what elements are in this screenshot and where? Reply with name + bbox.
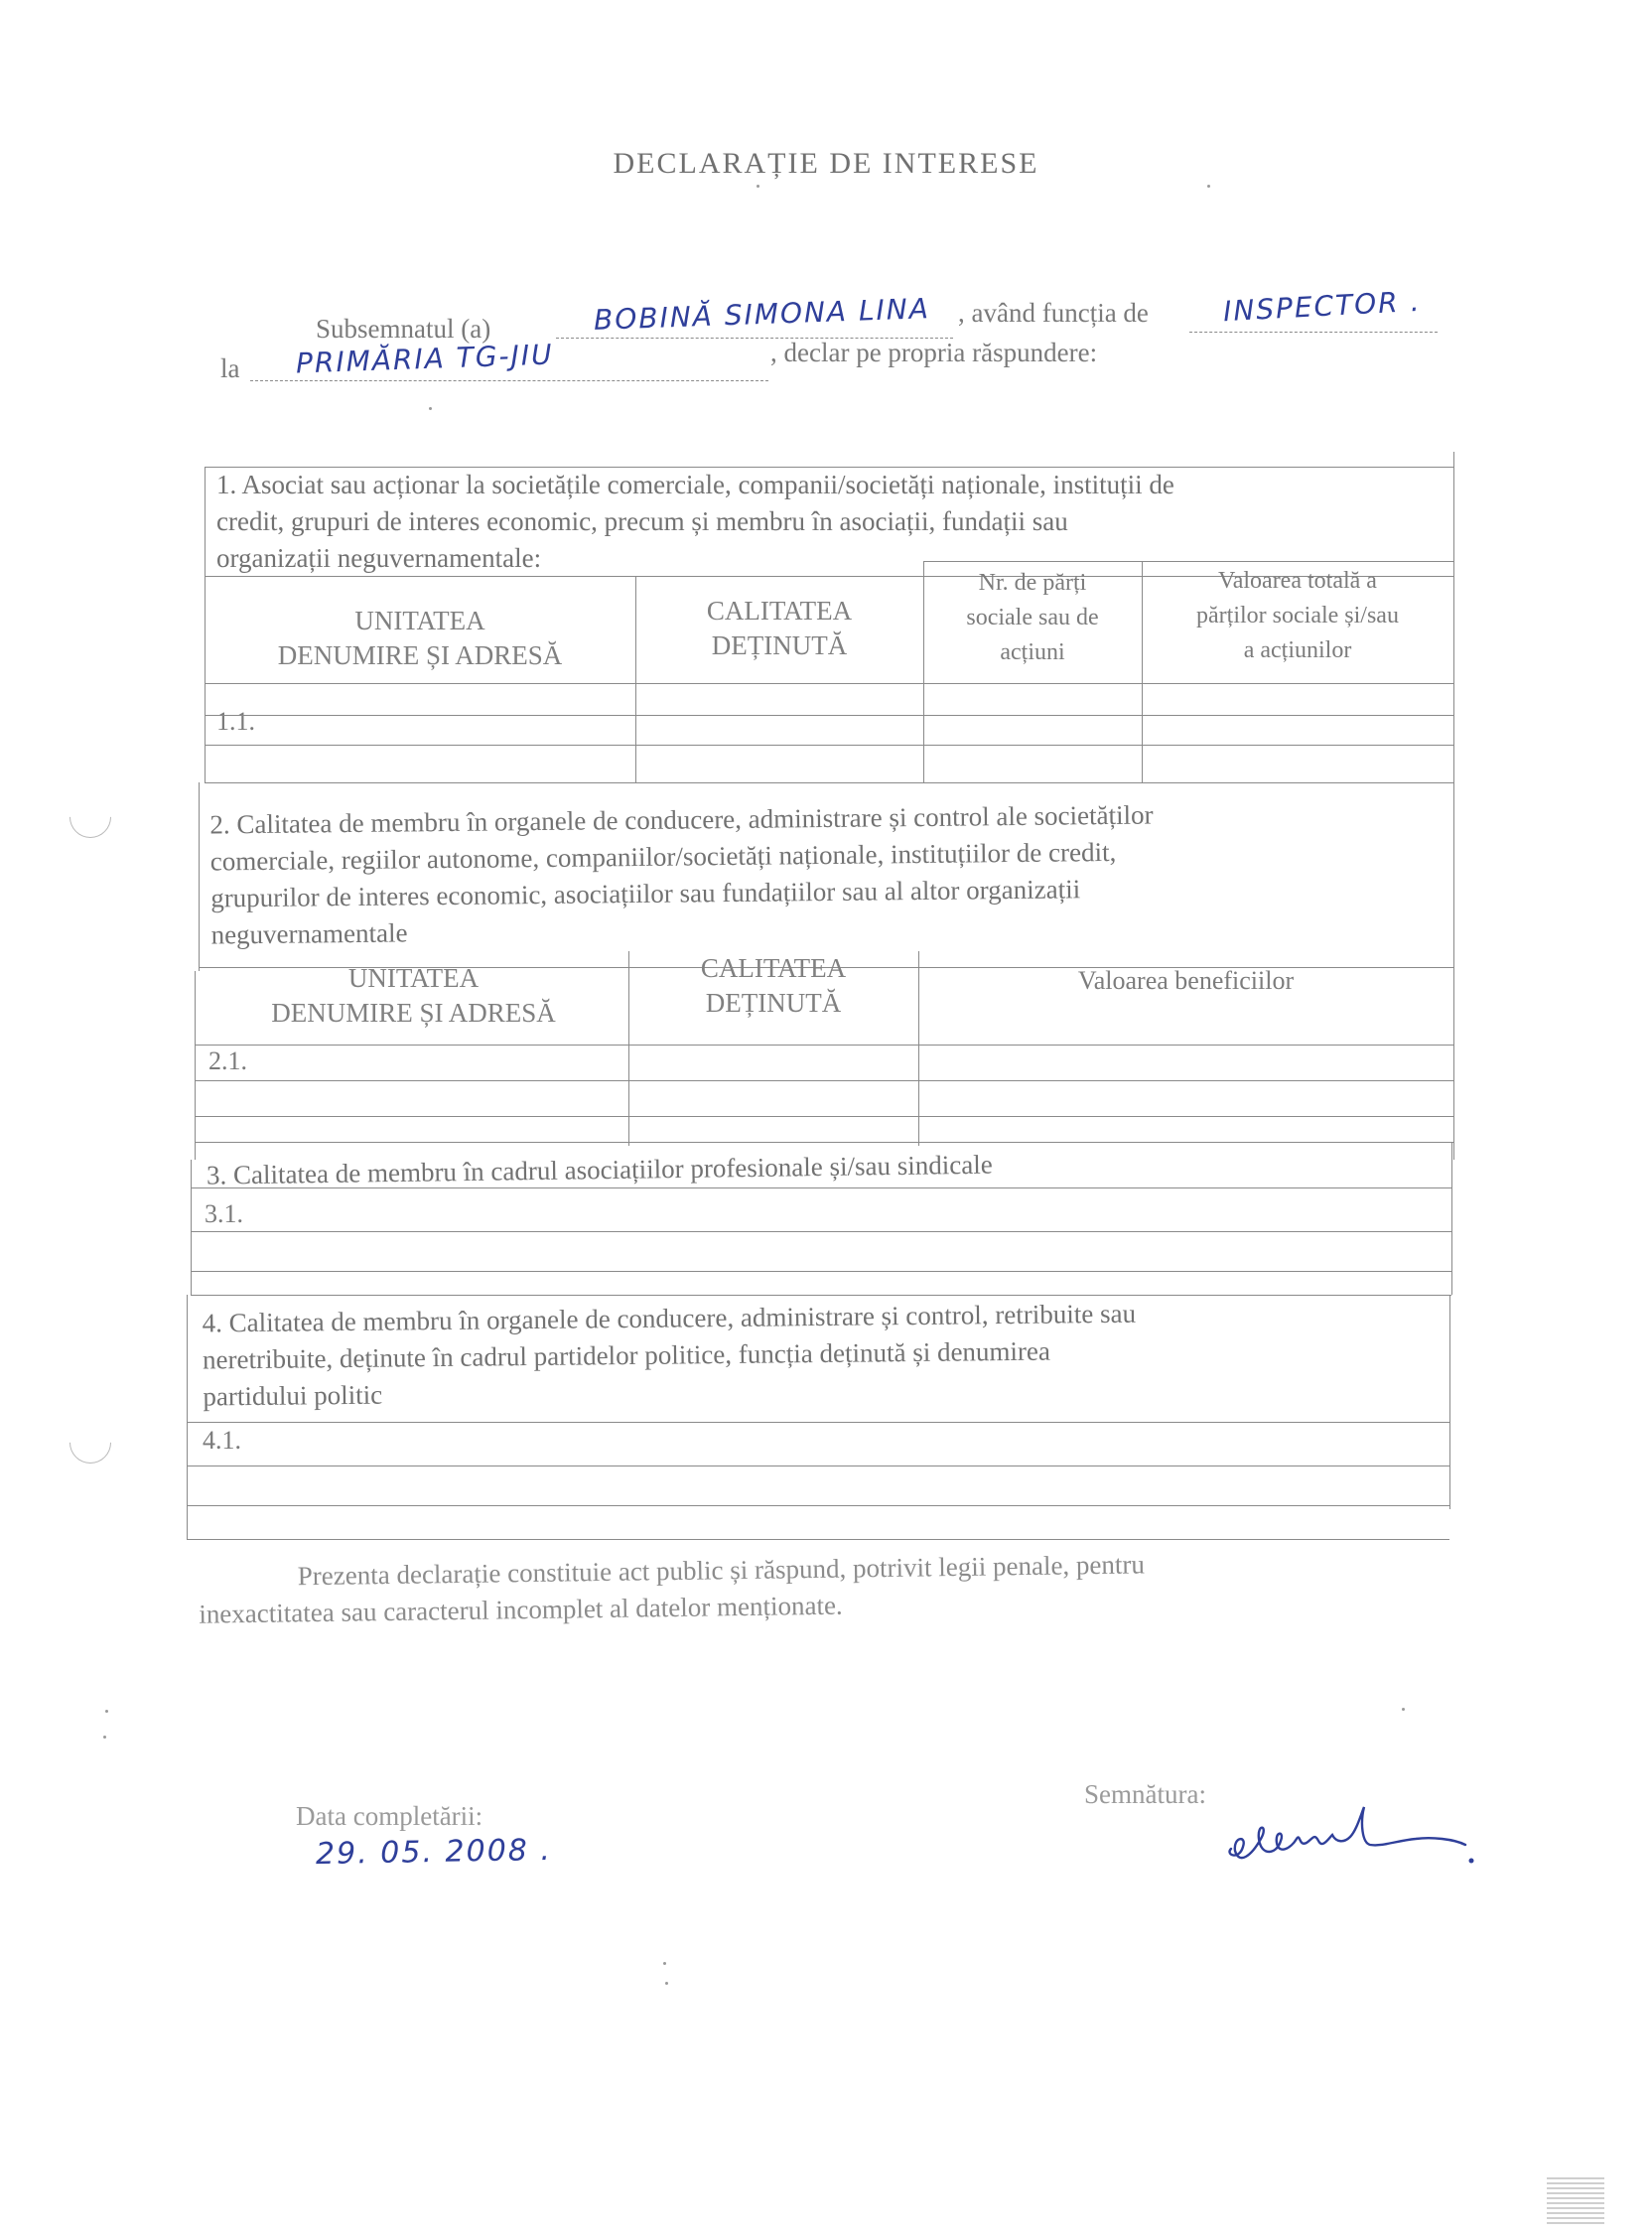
s4-row-line-1 xyxy=(187,1422,1449,1423)
document-title: DECLARAȚIE DE INTERESE xyxy=(613,147,1039,180)
stamp-mark xyxy=(1547,2176,1604,2224)
s2-col-benefits-header: Valoarea beneficiilor xyxy=(1077,966,1295,995)
institution-underline xyxy=(250,380,768,381)
s1-row-line-3 xyxy=(205,745,1453,746)
punch-hole-mark xyxy=(61,787,119,846)
s3-row-line-2 xyxy=(191,1231,1451,1232)
scan-speck xyxy=(665,1982,668,1985)
table-border-left-3 xyxy=(195,971,196,1160)
s4-row-line-2 xyxy=(187,1465,1449,1466)
table-border-right-3 xyxy=(1453,971,1454,1160)
subsemnatul-label: Subsemnatul (a) xyxy=(316,314,491,344)
s1-col-value-header: Valoarea totală a părților sociale și/sau a acțiunilor xyxy=(1196,568,1399,663)
function-label: , având funcția de xyxy=(958,298,1149,328)
signature-image xyxy=(1221,1777,1489,1877)
table-border-right-1 xyxy=(1453,452,1454,784)
s1-row-line-1 xyxy=(205,683,1453,684)
table-border-left-2 xyxy=(199,782,200,971)
s2-row-line-2 xyxy=(195,1080,1453,1081)
s1-col-unit-header: UNITATEA DENUMIRE ȘI ADRESĂ xyxy=(277,606,563,670)
s1-row-number: 1.1. xyxy=(216,707,255,736)
s2-col-unit-header: UNITATEA DENUMIRE ȘI ADRESĂ xyxy=(271,963,556,1028)
declare-label: , declar pe propria răspundere: xyxy=(770,338,1098,367)
s1-row-line-2 xyxy=(205,715,1453,716)
table-border-left-5 xyxy=(187,1295,188,1539)
section4-text: 4. Calitatea de membru în organele de conducere, administrare și control, retribuite sau neretribuite, deținute în cadrul partidelor politice, funcția deținută și denumirea partidului politic xyxy=(202,1298,1137,1412)
at-label: la xyxy=(220,353,240,383)
s3-row-line-1 xyxy=(191,1187,1451,1188)
s3-row-number: 3.1. xyxy=(205,1199,243,1228)
s2-row-number: 2.1. xyxy=(208,1047,247,1075)
s1-row-line-4 xyxy=(205,782,1453,783)
section1-text: 1. Asociat sau acționar la societățile comerciale, companii/societăți naționale, instituții de credit, grupuri de interes economic, precum și membru în asociații, fundații sau organizații neguvernamentale: xyxy=(216,470,1174,573)
institution-value: PRIMĂRIA TG-JIU xyxy=(295,338,555,380)
scan-speck xyxy=(105,1710,108,1713)
punch-hole-mark xyxy=(61,1413,119,1471)
table-border-right-5 xyxy=(1449,1295,1450,1509)
s4-row-line-3 xyxy=(187,1505,1449,1506)
date-value: 29. 05. 2008 . xyxy=(315,1832,553,1873)
s2-row-line-1 xyxy=(195,1045,1453,1046)
table-border-bottom xyxy=(187,1539,1449,1540)
s2-row-line-3 xyxy=(195,1116,1453,1117)
s3-row-line-3 xyxy=(191,1271,1451,1272)
section2-text: 2. Calitatea de membru în organele de conducere, administrare și control ale societăților comerciale, regiilor autonome, companiilor/societăți naționale, instituțiilor de credit, grupurilor de interes economic, asociațiilor sau fundațiilor sau al altor organizații neguvernamentale xyxy=(209,799,1154,950)
scan-speck xyxy=(1402,1708,1405,1711)
scan-speck xyxy=(663,1962,666,1965)
function-underline xyxy=(1189,332,1438,333)
name-value: BOBINĂ SIMONA LINA xyxy=(593,292,931,337)
date-label: Data completării: xyxy=(296,1801,483,1831)
table-border-right-4 xyxy=(1451,1142,1452,1295)
signature-label: Semnătura: xyxy=(1084,1779,1206,1809)
table-border-right-2 xyxy=(1453,782,1454,971)
function-value: INSPECTOR . xyxy=(1222,284,1423,329)
scan-speck xyxy=(1207,185,1210,188)
table-border-left-4 xyxy=(191,1160,192,1295)
s1-col-quality-header: CALITATEA DEȚINUTĂ xyxy=(706,596,853,660)
closing-statement: Prezenta declarație constituie act public și răspund, potrivit legii penale, pentru inexactitatea sau caracterul incomplet al datelor menționate. xyxy=(199,1549,1146,1629)
scan-speck xyxy=(757,185,759,188)
scan-speck xyxy=(429,407,432,410)
s1-col-shares-header: Nr. de părți sociale sau de acțiuni xyxy=(966,570,1099,665)
s1-header-top-right xyxy=(923,561,1453,562)
scan-speck xyxy=(103,1736,106,1739)
s2-col-quality-header: CALITATEA DEȚINUTĂ xyxy=(700,953,847,1018)
s4-row-number: 4.1. xyxy=(203,1426,241,1455)
section3-text: 3. Calitatea de membru în cadrul asociațiilor profesionale și/sau sindicale xyxy=(206,1149,993,1190)
